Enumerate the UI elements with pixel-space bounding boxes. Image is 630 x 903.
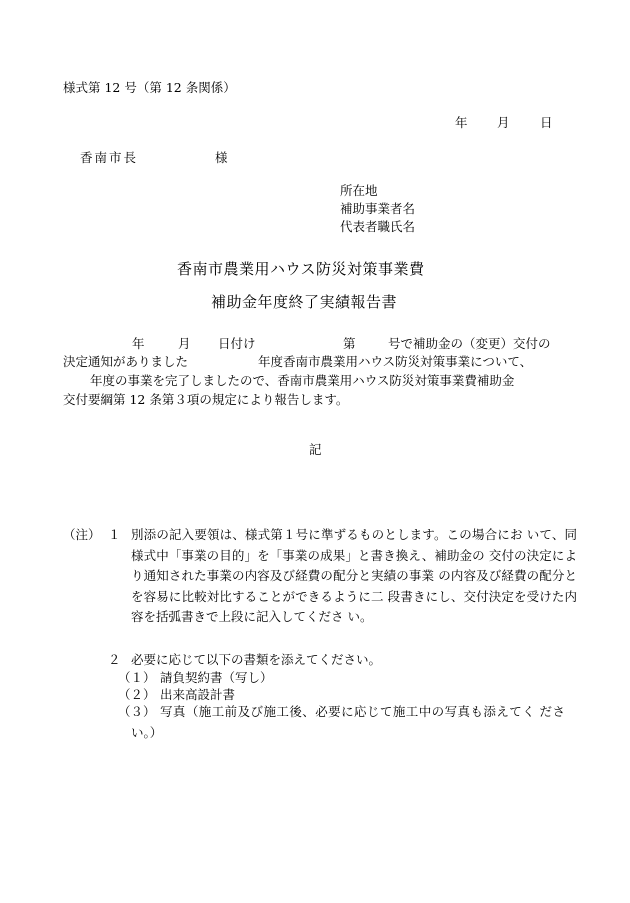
body-line4: 交付要綱第 12 条第３項の規定により報告します。	[63, 392, 349, 407]
body-day-dated: 日付け	[218, 336, 256, 351]
notes-label: （注）	[63, 527, 101, 542]
body-year: 年	[132, 336, 145, 351]
body-month: 月	[178, 336, 191, 351]
date-month-label: 月	[497, 115, 510, 130]
address-label: 所在地	[340, 183, 378, 198]
document-title-line2: 補助金年度終了実績報告書	[211, 293, 398, 311]
body-line2-b: 年度香南市農業用ハウス防災対策事業について、	[258, 354, 533, 369]
note1-number: １	[108, 527, 121, 542]
body-line1-rest: 号で補助金の（変更）交付の	[388, 336, 551, 351]
attachment-item-3-text: 写真（施工前及び施工後、必要に応じて施工中の写真も添えてく ださい。）	[131, 704, 565, 740]
form-number: 様式第 12 号（第 12 条関係）	[63, 80, 236, 95]
attachment-item-1-number: （１）	[118, 670, 156, 685]
note2-number: ２	[108, 652, 121, 667]
representative-label: 代表者職氏名	[340, 219, 416, 234]
addressee-honorific: 様	[215, 150, 228, 165]
attachment-item-3-number: （３）	[118, 704, 156, 719]
note2-text: 必要に応じて以下の書類を添えてください。	[131, 652, 382, 667]
attachment-item-2-text: 出来高設計書	[160, 687, 236, 702]
attachment-item-2-number: （２）	[118, 687, 156, 702]
body-line3: 年度の事業を完了しましたので、香南市農業用ハウス防災対策事業費補助金	[90, 373, 515, 388]
date-year-label: 年	[455, 115, 468, 130]
date-day-label: 日	[540, 115, 553, 130]
applicant-name-label: 補助事業者名	[340, 201, 416, 216]
ki-mark: 記	[309, 442, 322, 457]
body-line2-a: 決定通知がありました	[63, 354, 189, 369]
attachment-item-1-text: 請負契約書（写し）	[160, 670, 273, 685]
addressee-title: 香南市長	[80, 150, 139, 165]
body-dai: 第	[343, 336, 356, 351]
note1-text: 別添の記入要領は、様式第１号に準ずるものとします。この場合にお いて、同様式中「事業の目的」を「事業の成果」と書き換え、補助金の 交付の決定により通知された事業の内容及び経費の配分と実績の事業 の内容及び経費の配分とを容易に比較対比することができるように二 段書きにし、交付決定を受けた内容を括弧書きで上段に記入してくださ い。	[131, 527, 577, 624]
document-title-line1: 香南市農業用ハウス防災対策事業費	[177, 260, 425, 278]
